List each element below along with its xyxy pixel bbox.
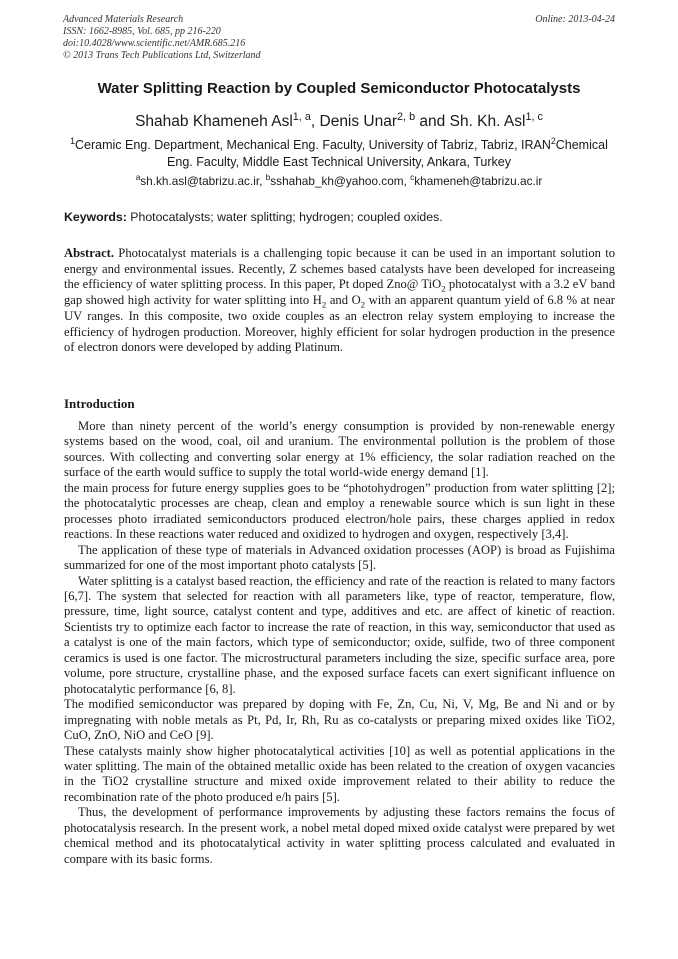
section-heading-introduction: Introduction xyxy=(64,396,135,411)
email-mark: b xyxy=(265,173,271,183)
paragraph: the main process for future energy supplies goes to be “photohydrogen” production from water splitting [2]; the photocatalytic processes are cheap, clean and employ a renewable source which is sun light in these processes photo irradiated semiconductors produced electron/hole pairs, these charges applied in redox reactions. In these reactions water reduced and oxidized to hydrogen and oxygen, respectively [3,4]. xyxy=(64,480,615,542)
author-name: Sh. Kh. Asl xyxy=(449,113,526,130)
email-address: sshahab_kh@yahoo.com, xyxy=(270,174,411,188)
journal-doi: doi:10.4028/www.scientific.net/AMR.685.216 xyxy=(63,38,246,49)
affil-text: Ceramic Eng. Department, Mechanical Eng. Faculty, University of Tabriz, Tabriz, IRAN xyxy=(75,138,551,152)
abstract-text: photocatalyst with a 3.2 eV band gap showed high activity for water splitting into H xyxy=(64,277,615,308)
author-affil-mark: 1, a xyxy=(292,110,311,123)
paragraph: Water splitting is a catalyst based reaction, the efficiency and rate of the reaction is related to many factors [6,7]. The system that selected for reaction with all parameters like, type of reactor, temperature, flow, pressure, time, light source, catalyst content and type, additives and etc. are affect of kinetic of reaction. Scientists try to optimize each factor to increase the rate of reaction, in this way, semiconductor that used as a catalyst is one of the main factors, which type of semiconductor; oxide, sulfide, two of three component ceramics is used is one factor. The microstructural parameters including the size, specific surface area, pore volume, pore structure, crystalline phase, and the exposed surface facets can exert significant influence on photocatalytic performance [6, 8]. xyxy=(64,573,615,696)
author-list xyxy=(40,110,638,131)
journal-copyright: © 2013 Trans Tech Publications Ltd, Switzerland xyxy=(63,50,261,61)
author-emails xyxy=(40,174,638,188)
paragraph: More than ninety percent of the world’s energy consumption is provided by non-renewable energy systems based on the wood, coal, oil and uranium. The environmental pollution is the problem of those sources. With collecting and converting solar energy at 1% efficiency, the solar radiation reached on the surface of the earth would suffice to supply the total world-wide energy demand [1]. xyxy=(64,419,615,480)
abstract xyxy=(64,246,615,356)
paragraph: The modified semiconductor was prepared by doping with Fe, Zn, Cu, Ni, V, Mg, Be and Ni and or by impregnating with noble metals as Pt, Pd, Ir, Rh, Ru as co-catalysts or preparing mixed oxides like TiO2, CuO, ZnO, NiO and CeO [9]. xyxy=(64,697,615,743)
keywords-label: Keywords: xyxy=(64,210,127,224)
affil-mark: 2 xyxy=(550,135,556,146)
email-mark: a xyxy=(135,173,141,183)
author-separator: and xyxy=(415,113,450,130)
paragraph: Thus, the development of performance improvements by adjusting these factors remains the focus of photocatalysis research. In the present work, a nobel metal doped mixed oxide catalyst were prepared by wet chemical method and its photocatalytical activity in water splitting process calculated and evaluated in compare with its basic forms. xyxy=(64,805,615,866)
email-mark: c xyxy=(410,173,415,183)
author-affil-mark: 2, b xyxy=(397,110,416,123)
journal-name: Advanced Materials Research xyxy=(63,14,184,25)
paragraph: The application of these type of materials in Advanced oxidation processes (AOP) is broad as Fujishima summarized for one of the most important photo catalysts [5]. xyxy=(64,542,615,573)
author-affil-mark: 1, c xyxy=(525,110,543,123)
journal-header xyxy=(63,14,615,62)
affil-text: Chemical Eng. Faculty, Middle East Technical University, Ankara, Turkey xyxy=(167,138,608,169)
affil-mark: 1 xyxy=(70,135,75,146)
abstract-text: Photocatalyst materials is a challenging topic because it can be used in an important solution to energy and environmental issues. Recently, Z schemes based catalysts have been developed for increaseing the efficiency of water splitting process. In this paper, Pt doped Zno@ TiO xyxy=(64,246,615,292)
paper-title: Water Splitting Reaction by Coupled Semiconductor Photocatalysts xyxy=(97,80,581,97)
subscript: 2 xyxy=(441,283,446,294)
online-date: Online: 2013-04-24 xyxy=(535,14,615,25)
abstract-text: with an apparent quantum yield of 6.8 % at near UV ranges. In this composite, two oxide couples as an electron relay system employing to increase the efficiency of hydrogen production. Moreover, highly efficient for solar hydrogen production in the presence of electron donors were developed by adding Platinum. xyxy=(64,293,615,355)
abstract-text: and O xyxy=(326,293,361,308)
author-name: Shahab Khameneh Asl xyxy=(135,113,293,130)
author-name: Denis Unar xyxy=(319,113,398,130)
paragraph: These catalysts mainly show higher photocatalytical activities [10] as well as potential applications in the water splitting. The main of the obtained metallic oxide has been related to the creation of oxygen vacancies in the TiO2 crystalline structure and mixed oxide improvement related to their ability to reduce the recombination rate of the photo produced e/h pairs [5]. xyxy=(64,743,615,804)
introduction-body xyxy=(64,419,615,867)
affiliations xyxy=(62,137,616,171)
subscript: 2 xyxy=(321,299,327,310)
email-address: sh.kh.asl@tabrizu.ac.ir, xyxy=(140,174,266,188)
keywords-text: Photocatalysts; water splitting; hydrogen; coupled oxides. xyxy=(126,210,443,224)
abstract-label: Abstract. xyxy=(64,246,115,260)
journal-issn: ISSN: 1662-8985, Vol. 685, pp 216-220 xyxy=(63,26,221,37)
subscript: 2 xyxy=(360,299,366,310)
author-separator: , xyxy=(310,113,320,130)
keywords xyxy=(64,210,616,224)
email-address: khameneh@tabrizu.ac.ir xyxy=(414,174,543,188)
